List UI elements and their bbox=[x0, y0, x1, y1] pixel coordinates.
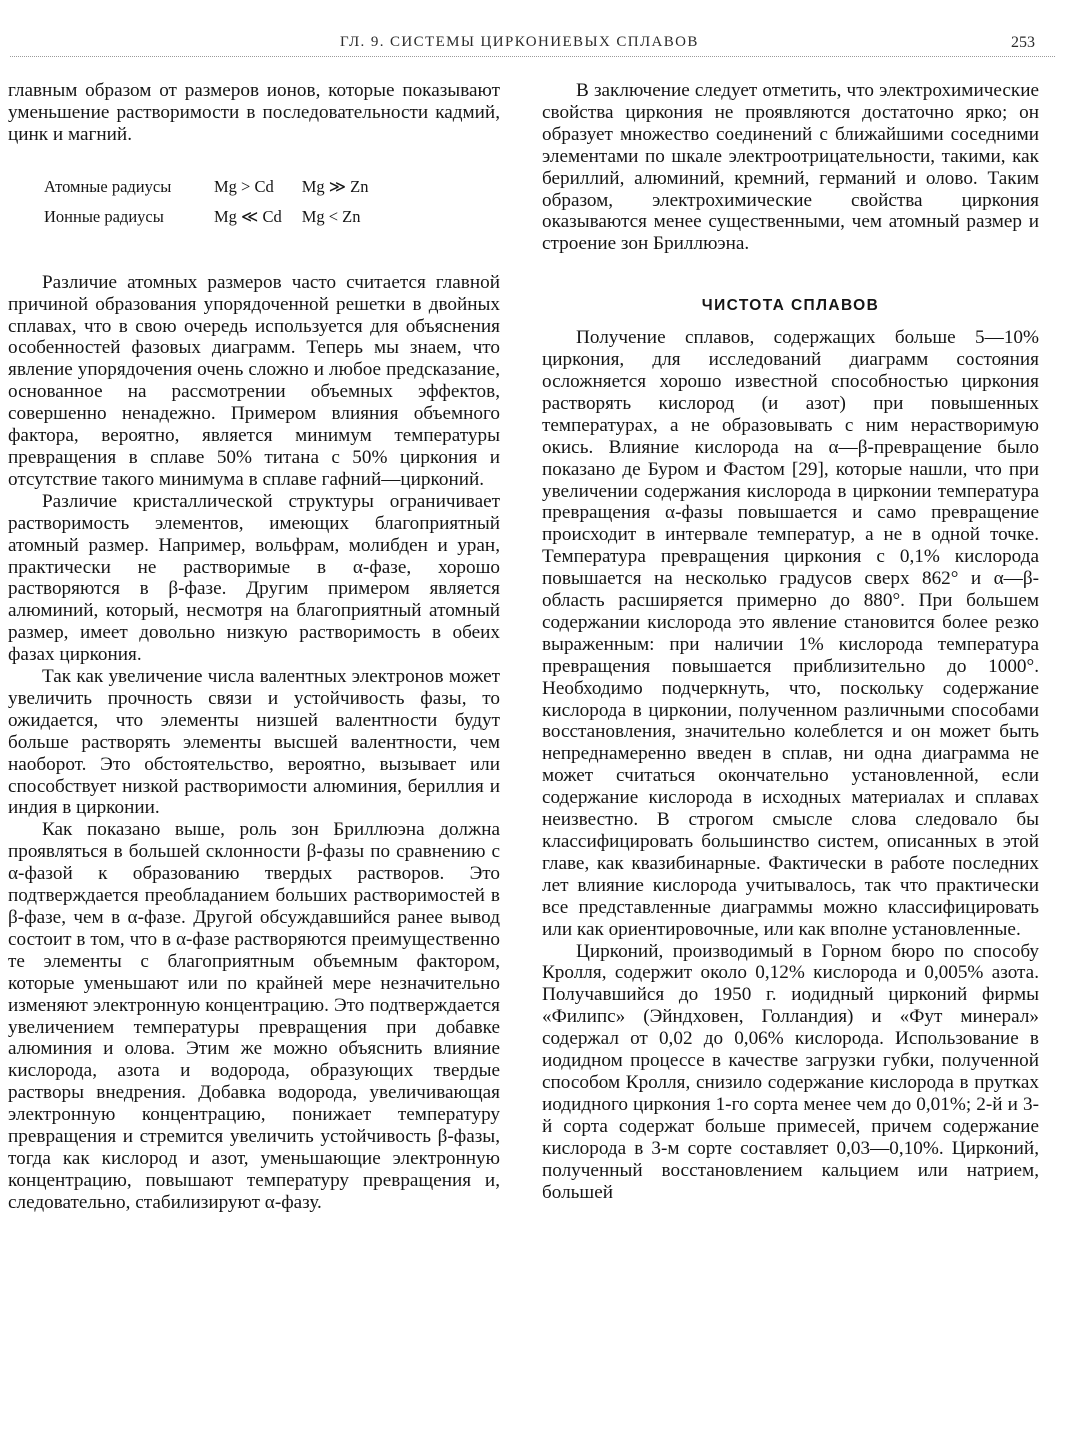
right-column bbox=[542, 80, 1039, 1203]
page-number: 253 bbox=[1011, 34, 1035, 51]
relation-cell: Mg ≫ Zn bbox=[301, 176, 369, 196]
section-heading: ЧИСТОТА СПЛАВОВ bbox=[701, 297, 880, 315]
running-title: ГЛ. 9. СИСТЕМЫ ЦИРКОНИЕВЫХ СПЛАВОВ bbox=[340, 34, 699, 50]
row-label: Ионные радиусы bbox=[44, 206, 164, 226]
paragraph: В заключение следует отметить, что электрохимические свойства циркония не проявляются достаточно ярко; он образует множество соединений с ближайшими соседними элементами по шкале электроотрицательности, такими, как бериллий, алюминий, кремний, германий и олово. Таким образом, электрохимические свойства циркония оказываются менее существенными, чем атомный размер и строение зон Бриллюэна. bbox=[542, 80, 1039, 255]
left-column bbox=[8, 80, 500, 1214]
header-divider bbox=[10, 56, 1055, 58]
relation-cell: Mg < Zn bbox=[301, 206, 361, 226]
row-label: Атомные радиусы bbox=[44, 176, 172, 196]
paragraph-continuation: главным образом от размеров ионов, которые показывают уменьшение растворимости в последовательности кадмий, цинк и магний. bbox=[8, 80, 500, 145]
paragraph: Получение сплавов, содержащих больше 5—10% циркония, для исследований диаграмм состояния осложняется хорошо известной способностью циркония растворять кислород (и азот) при повышенных температурах, а не образовывать с ним нерастворимую окись. Влияние кислорода на α—β-превращение было показано де Буром и Фастом [29], которые нашли, что при увеличении содержания кислорода в цирконии температура превращения α-фазы повышается и само превращение происходит в интервале температур, а не в одной точке. Температура превращения циркония с 0,1% кислорода повышается на несколько градусов сверх 862° и α—β-область расширяется примерно до 880°. При большем содержании кислорода это явление становится более резко выраженным: при наличии 1% кислорода температура превращения повышается приблизительно до 1000°. Необходимо подчеркнуть, что, поскольку содержание кислорода в цирконии, полученном различными способами восстановления, значительно колеблется и он может быть непреднамеренно введен в сплав, ни одна диаграмма не может считаться окончательно установленной, если содержание кислорода в исходных материалах и сплавах неизвестно. В строгом смысле слова следовало бы классифицировать большинство систем, описанных в этой главе, как квазибинарные. Фактически в работе последних лет влияние кислорода учитывалось, так что практически все представленные диаграммы можно классифицировать или как ориентировочные, или как вполне установленные. bbox=[542, 327, 1039, 940]
paragraph: Различие атомных размеров часто считается главной причиной образования упорядоченной решетки в двойных сплавах, что в свою очередь используется для объяснения особенностей фазовых диаграмм. Теперь мы знаем, что явление упорядочения очень сложно и любое предсказание, основанное на рассмотрении объемных эффектов, совершенно ненадежно. Примером влияния объемного фактора, вероятно, является минимум температуры превращения в сплаве 50% титана с 50% циркония и отсутствие такого минимума в сплаве гафний—цирконий. bbox=[8, 271, 500, 490]
paragraph: Цирконий, производимый в Горном бюро по способу Кролля, содержит около 0,12% кислорода и 0,005% азота. Получавшийся до 1950 г. иодидный цирконий фирмы «Филипс» (Эйндховен, Голландия) и «Фут минерал» содержал от 0,02 до 0,06% кислорода. Использование в иодидном процессе в качестве загрузки губки, полученной способом Кролля, снизило содержание кислорода в прутках иодидного циркония 1-го сорта менее чем до 0,01%; 2-й и 3-й сорта содержат больше примесей, причем содержание кислорода в 3-м сорте составляет 0,03—0,10%. Цирконий, полученный восстановлением кальцием или натрием, большей bbox=[542, 940, 1039, 1203]
paragraph: Различие кристаллической структуры ограничивает растворимость элементов, имеющих благоприятный атомный размер. Например, вольфрам, молибден и уран, практически не растворимые в α-фазе, хорошо растворяются в β-фазе. Другим примером является алюминий, который, несмотря на благоприятный атомный размер, имеет довольно низкую растворимость в обеих фазах циркония. bbox=[8, 490, 500, 666]
paragraph: Так как увеличение числа валентных электронов может увеличить прочность связи и устойчивость фазы, то ожидается, что элементы низшей валентности будут больше растворять элементы высшей валентности, чем наоборот. Это обстоятельство, вероятно, вызывает или способствует низкой растворимости алюминия, бериллия и индия в цирконии. bbox=[8, 666, 500, 819]
table-row bbox=[44, 202, 368, 232]
paragraph: Как показано выше, роль зон Бриллюэна должна проявляться в большей склонности β-фазы по сравнению с α-фазой к образованию твердых растворов. Это подтверждается преобладанием больших растворимостей в β-фазе, чем в α-фазе. Другой обсуждавшийся ранее вывод состоит в том, что в α-фазе растворяются преимущественно те элементы с благоприятным объемным фактором, которые уменьшают или по крайней мере незначительно изменяют электронную концентрацию. Это подтверждается увеличением температуры превращения при добавке алюминия и олова. Этим же можно объяснить влияние кислорода, азота и водорода, образующих твердые растворы внедрения. Добавка водорода, увеличивающая электронную концентрацию, понижает температуру превращения и стремится увеличить устойчивость β-фазы, тогда как кислород и азот, уменьшающие электронную концентрацию, повышают температуру превращения и, следовательно, стабилизируют α-фазу. bbox=[8, 819, 500, 1213]
radii-comparison-table bbox=[44, 172, 368, 232]
relation-cell: Mg ≪ Cd bbox=[214, 206, 282, 226]
running-head bbox=[0, 34, 1089, 58]
table-row bbox=[44, 172, 368, 202]
relation-cell: Mg > Cd bbox=[214, 176, 274, 196]
